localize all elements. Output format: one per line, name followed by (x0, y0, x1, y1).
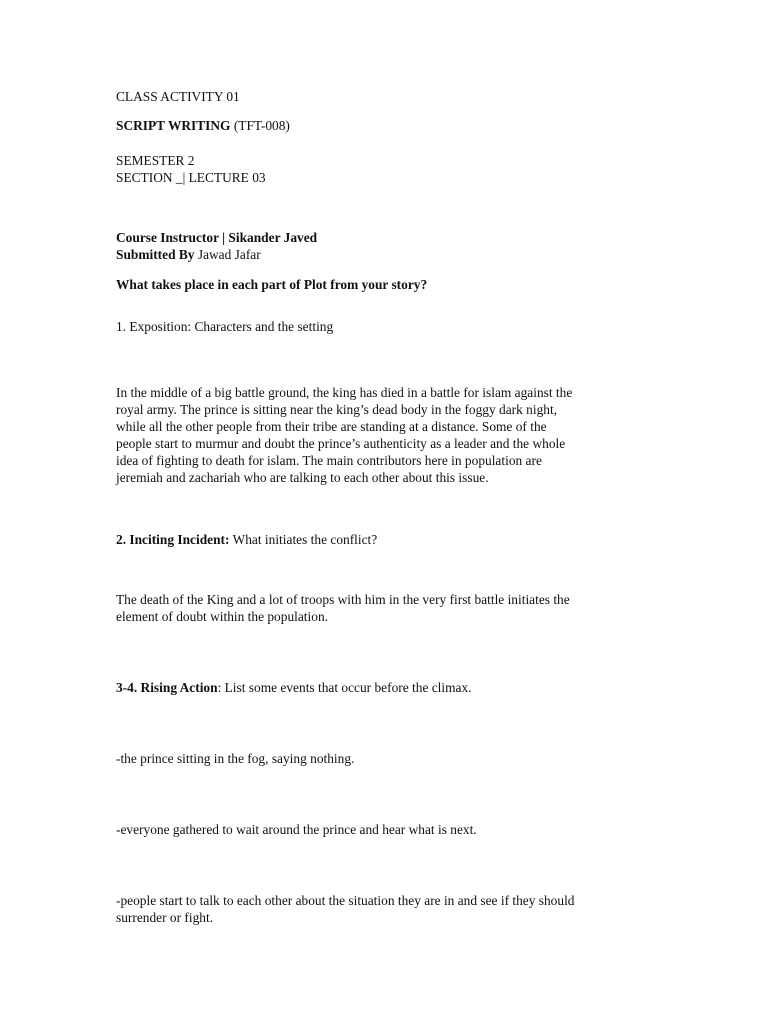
rising-action-label: 3-4. Rising Action (116, 680, 218, 695)
course-title: SCRIPT WRITING (116, 118, 231, 133)
paragraph-line: jeremiah and zachariah who are talking to each other about this issue. (116, 470, 489, 485)
inciting-incident-question: What initiates the conflict? (229, 532, 378, 547)
paragraph-line: people start to murmur and doubt the prince’s authenticity as a leader and the whole (116, 436, 566, 451)
paragraph-line: element of doubt within the population. (116, 609, 328, 624)
course-title-line (116, 117, 290, 134)
rising-event-1: -the prince sitting in the fog, saying nothing. (116, 751, 355, 766)
submitted-by-label: Submitted By (116, 247, 195, 262)
rising-action-heading (116, 679, 472, 696)
paragraph-line: while all the other people from their tribe are standing at a distance. Some of the (116, 419, 547, 434)
rising-event-2: -everyone gathered to wait around the prince and hear what is next. (116, 822, 477, 837)
inciting-incident-paragraph (116, 591, 656, 625)
rising-action-question: : List some events that occur before the climax. (217, 680, 472, 695)
paragraph-line: idea of fighting to death for islam. The main contributors here in population are (116, 453, 542, 468)
instructor: Course Instructor | Sikander Javed (116, 230, 318, 245)
exposition-paragraph (116, 384, 656, 486)
inciting-incident-label: 2. Inciting Incident: (116, 532, 230, 547)
submitted-by-name: Jawad Jafar (197, 247, 261, 262)
section-lecture-line: SECTION _| LECTURE 03 (116, 170, 266, 185)
paragraph-line: surrender or fight. (116, 910, 214, 925)
question-heading: What takes place in each part of Plot from your story? (116, 277, 428, 292)
instructor-line (116, 229, 317, 246)
paragraph-line: royal army. The prince is sitting near the king’s dead body in the foggy dark night, (116, 402, 558, 417)
rising-event-3 (116, 892, 656, 926)
paragraph-line: -people start to talk to each other about the situation they are in and see if they should (116, 893, 575, 908)
semester-line: SEMESTER 2 (116, 153, 195, 168)
submitted-by-line (116, 246, 261, 263)
exposition-heading: 1. Exposition: Characters and the setting (116, 319, 334, 334)
class-activity-line: CLASS ACTIVITY 01 (116, 89, 240, 104)
course-code: (TFT-008) (233, 118, 290, 133)
inciting-incident-heading (116, 531, 377, 548)
paragraph-line: The death of the King and a lot of troops with him in the very first battle initiates the (116, 592, 570, 607)
paragraph-line: In the middle of a big battle ground, the king has died in a battle for islam against the (116, 385, 573, 400)
